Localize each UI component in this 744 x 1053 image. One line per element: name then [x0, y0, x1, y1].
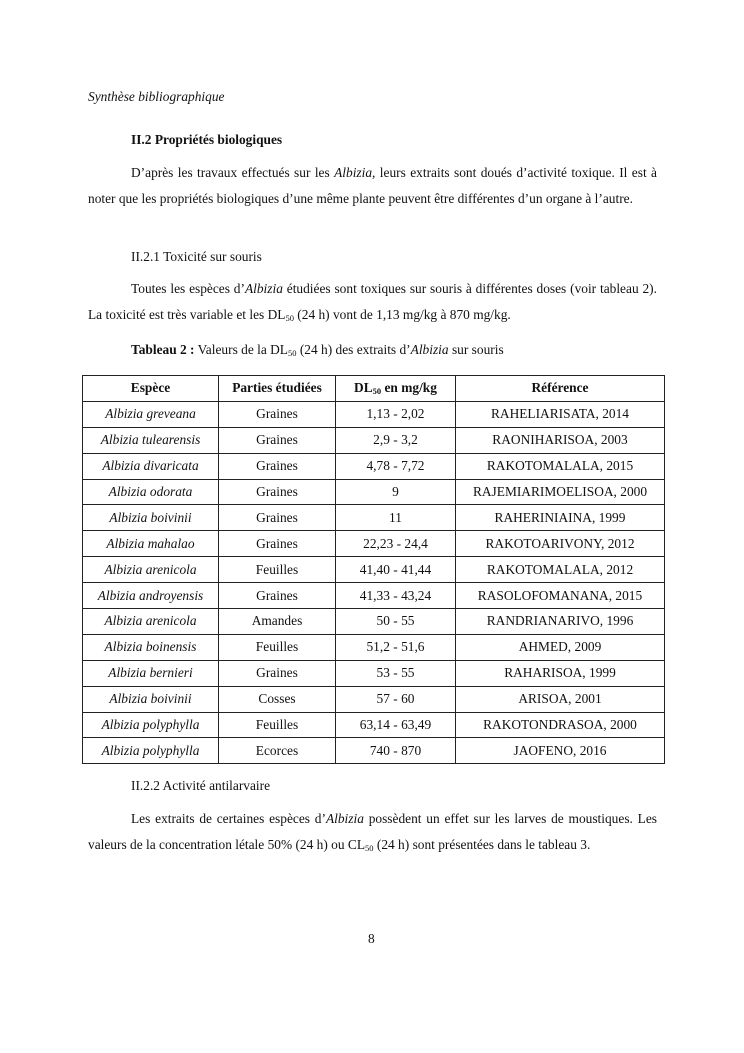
- cell-reference: RAKOTOMALALA, 2015: [456, 453, 665, 479]
- cell-species: Albizia odorata: [83, 479, 219, 505]
- cell-dl50: 57 - 60: [336, 686, 456, 712]
- subsection-title-toxicity: II.2.1 Toxicité sur souris: [131, 249, 262, 264]
- table-row: [83, 479, 665, 505]
- cell-dl50: 11: [336, 505, 456, 531]
- page-header: Synthèse bibliographique: [88, 89, 225, 104]
- cell-reference: RAKOTOMALALA, 2012: [456, 557, 665, 583]
- cell-dl50: 4,78 - 7,72: [336, 453, 456, 479]
- table-row: [83, 427, 665, 453]
- table-row: [83, 660, 665, 686]
- cell-reference: AHMED, 2009: [456, 634, 665, 660]
- cell-dl50: 51,2 - 51,6: [336, 634, 456, 660]
- cell-part: Feuilles: [219, 557, 336, 583]
- table-row: [83, 583, 665, 609]
- cell-part: Cosses: [219, 686, 336, 712]
- caption-label: Tableau 2 :: [131, 342, 195, 357]
- table-row: [83, 634, 665, 660]
- table-row: [83, 505, 665, 531]
- table-row: [83, 609, 665, 635]
- cell-reference: RANDRIANARIVO, 1996: [456, 609, 665, 635]
- cell-reference: RAJEMIARIMOELISOA, 2000: [456, 479, 665, 505]
- paragraph-antilarval: Les extraits de certaines espèces d’Albizia possèdent un effet sur les larves de moustiques. Les valeurs de la concentration létale 50% (24 h) ou $CL_{50}$ (24 h) sont présentées dans le tableau 3.: [88, 811, 657, 853]
- table-header-row: [83, 376, 665, 402]
- cell-species: Albizia mahalao: [83, 531, 219, 557]
- table-caption: Tableau 2 : Valeurs de la $DL_{50}$ (24 h) des extraits d’Albizia sur souris: [131, 342, 504, 358]
- cell-part: Feuilles: [219, 712, 336, 738]
- cell-reference: RAKOTOARIVONY, 2012: [456, 531, 665, 557]
- cell-part: Ecorces: [219, 738, 336, 764]
- genus-name: Albizia: [325, 811, 364, 826]
- cell-dl50: 41,40 - 41,44: [336, 557, 456, 583]
- table-row: [83, 557, 665, 583]
- table-row: [83, 453, 665, 479]
- cell-dl50: 740 - 870: [336, 738, 456, 764]
- table-row: [83, 531, 665, 557]
- cell-reference: RAHELIARISATA, 2014: [456, 401, 665, 427]
- table-row: [83, 686, 665, 712]
- cell-dl50: 22,23 - 24,4: [336, 531, 456, 557]
- cell-species: Albizia divaricata: [83, 453, 219, 479]
- table-row: [83, 401, 665, 427]
- cell-reference: RASOLOFOMANANA, 2015: [456, 583, 665, 609]
- cell-species: Albizia boivinii: [83, 686, 219, 712]
- cell-part: Graines: [219, 453, 336, 479]
- cell-species: Albizia bernieri: [83, 660, 219, 686]
- cell-part: Feuilles: [219, 634, 336, 660]
- dl50-table: [82, 375, 665, 764]
- cell-reference: RAHARISOA, 1999: [456, 660, 665, 686]
- cell-reference: RAONIHARISOA, 2003: [456, 427, 665, 453]
- cell-species: Albizia greveana: [83, 401, 219, 427]
- cell-reference: JAOFENO, 2016: [456, 738, 665, 764]
- cell-reference: RAHERINIAINA, 1999: [456, 505, 665, 531]
- cell-part: Graines: [219, 401, 336, 427]
- genus-name: Albizia: [244, 281, 283, 296]
- header-species: Espèce: [83, 376, 219, 402]
- cell-part: Graines: [219, 427, 336, 453]
- cell-part: Amandes: [219, 609, 336, 635]
- cell-part: Graines: [219, 479, 336, 505]
- cell-part: Graines: [219, 505, 336, 531]
- paragraph-toxicity: Toutes les espèces d’Albizia étudiées sont toxiques sur souris à différentes doses (voir tableau 2). La toxicité est très variable et les $DL_{50}$ (24 h) vont de 1,13 mg/kg à 870 mg/kg.: [88, 281, 657, 323]
- table-row: [83, 712, 665, 738]
- cell-species: Albizia tulearensis: [83, 427, 219, 453]
- cell-species: Albizia arenicola: [83, 609, 219, 635]
- genus-name: Albizia: [334, 165, 373, 180]
- cell-dl50: 63,14 - 63,49: [336, 712, 456, 738]
- cell-part: Graines: [219, 583, 336, 609]
- cell-dl50: 50 - 55: [336, 609, 456, 635]
- cell-species: Albizia boivinii: [83, 505, 219, 531]
- cell-species: Albizia polyphylla: [83, 712, 219, 738]
- cell-dl50: 1,13 - 2,02: [336, 401, 456, 427]
- subsection-title-antilarval: II.2.2 Activité antilarvaire: [131, 778, 271, 793]
- paragraph-toxic-activity: D’après les travaux effectués sur les Albizia, leurs extraits sont doués d’activité toxique. Il est à noter que les propriétés biologiques d’une même plante peuvent être différentes d’un organe à l’autre.: [88, 165, 658, 206]
- section-title: II.2 Propriétés biologiques: [131, 132, 283, 147]
- page-number: 8: [368, 931, 375, 946]
- cell-dl50: 9: [336, 479, 456, 505]
- cell-part: Graines: [219, 531, 336, 557]
- header-reference: Référence: [456, 376, 665, 402]
- cell-species: Albizia arenicola: [83, 557, 219, 583]
- cell-reference: ARISOA, 2001: [456, 686, 665, 712]
- cell-dl50: 2,9 - 3,2: [336, 427, 456, 453]
- cell-dl50: 53 - 55: [336, 660, 456, 686]
- table-row: [83, 738, 665, 764]
- cell-species: Albizia boinensis: [83, 634, 219, 660]
- cell-species: Albizia polyphylla: [83, 738, 219, 764]
- cell-species: Albizia androyensis: [83, 583, 219, 609]
- cell-dl50: 41,33 - 43,24: [336, 583, 456, 609]
- cell-part: Graines: [219, 660, 336, 686]
- header-dl50: $DL_{50}$ en mg/kg: [336, 376, 456, 402]
- cell-reference: RAKOTONDRASOA, 2000: [456, 712, 665, 738]
- header-parts: Parties étudiées: [219, 376, 336, 402]
